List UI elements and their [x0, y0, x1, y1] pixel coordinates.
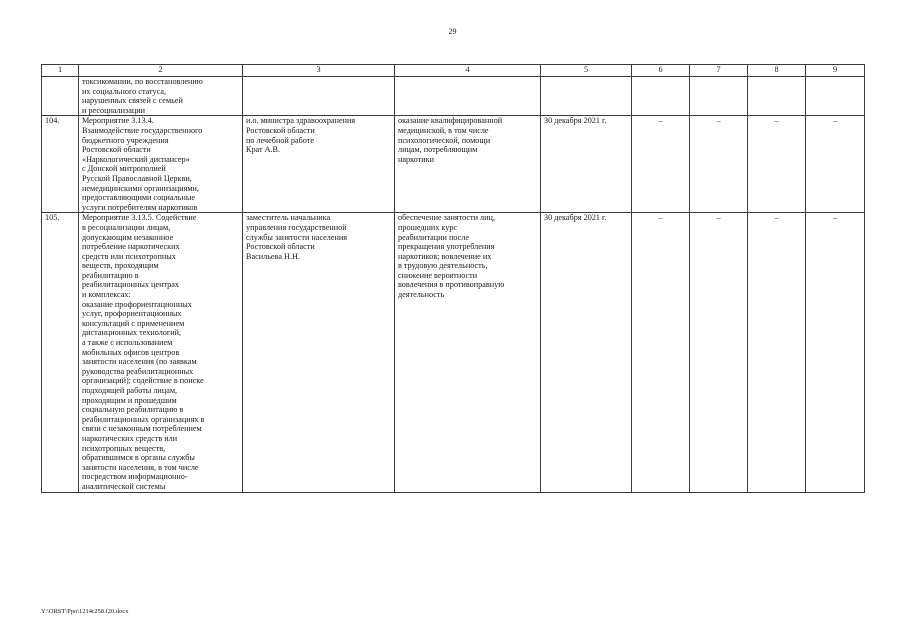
activity-cell: Мероприятие 3.13.5. Содействие в ресоциализации лицам, допускающим незаконное потребление наркотических средств или психотропных веществ, проходящим реабилитацию в реабилитационных центрах и комплексах: оказание профориентационных услуг, профориентационных консультаций с применением дистанционных технологий, а также с использованием мобильных офисов центров занятости населения (по заявкам руководства реабилитационных организаций); содействие в поиске подходящей работы лицам, проходящим и прошедшим социальную реабилитацию в реабилитационных организациях в связи с незаконным потреблением наркотических средств или психотропных веществ, обратившимся в органы службы занятости населения, в том числе посредством информационно- аналитической системы [79, 213, 243, 492]
activity-cell: токсикомании, по восстановлению их социального статуса, нарушенных связей с семьей и ресоциализации [79, 77, 243, 116]
funding-cell: – [806, 213, 865, 492]
table-row [42, 116, 865, 213]
column-header: 7 [690, 65, 748, 77]
column-header: 6 [632, 65, 690, 77]
funding-cell: – [690, 213, 748, 492]
column-header: 8 [748, 65, 806, 77]
result-cell [395, 77, 541, 116]
funding-cell: – [632, 116, 690, 213]
row-number [42, 77, 79, 116]
funding-cell: – [806, 116, 865, 213]
activity-cell: Мероприятие 3.13.4. Взаимодействие государственного бюджетного учреждения Ростовской области «Наркологический диспансер» с Донской митрополией Русской Православной Церкви, немедицинскими организациями, предоставляющими социальные услуги потребителям наркотиков [79, 116, 243, 213]
funding-cell [806, 77, 865, 116]
funding-cell: – [690, 116, 748, 213]
page-number: 29 [448, 27, 457, 36]
responsible-cell [243, 77, 395, 116]
row-number: 104. [42, 116, 79, 213]
funding-cell [690, 77, 748, 116]
responsible-cell: заместитель начальника управления государственной службы занятости населения Ростовской области Васильева Н.Н. [243, 213, 395, 492]
file-path-footer: Y:\ORST\Ppo\1214r258.f20.docx [41, 608, 129, 615]
deadline-cell [541, 77, 632, 116]
result-cell: обеспечение занятости лиц, прошедших курс реабилитации после прекращения употребления наркотиков; вовлечение их в трудовую деятельность, снижение вероятности вовлечения в противоправную деятельность [395, 213, 541, 492]
table-row [42, 213, 865, 492]
funding-cell: – [748, 213, 806, 492]
column-header: 3 [243, 65, 395, 77]
column-header: 4 [395, 65, 541, 77]
funding-cell: – [632, 213, 690, 492]
responsible-cell: и.о. министра здравоохранения Ростовской области по лечебной работе Крат А.В. [243, 116, 395, 213]
deadline-cell: 30 декабря 2021 г. [541, 213, 632, 492]
column-header: 5 [541, 65, 632, 77]
funding-cell [632, 77, 690, 116]
table-header-row [42, 65, 865, 77]
measures-table [41, 64, 865, 493]
table-row [42, 77, 865, 116]
column-header: 1 [42, 65, 79, 77]
deadline-cell: 30 декабря 2021 г. [541, 116, 632, 213]
funding-cell: – [748, 116, 806, 213]
funding-cell [748, 77, 806, 116]
result-cell: оказание квалифицированной медицинской, в том числе психологической, помощи лицам, потребляющим наркотики [395, 116, 541, 213]
column-header: 9 [806, 65, 865, 77]
column-header: 2 [79, 65, 243, 77]
row-number: 105. [42, 213, 79, 492]
